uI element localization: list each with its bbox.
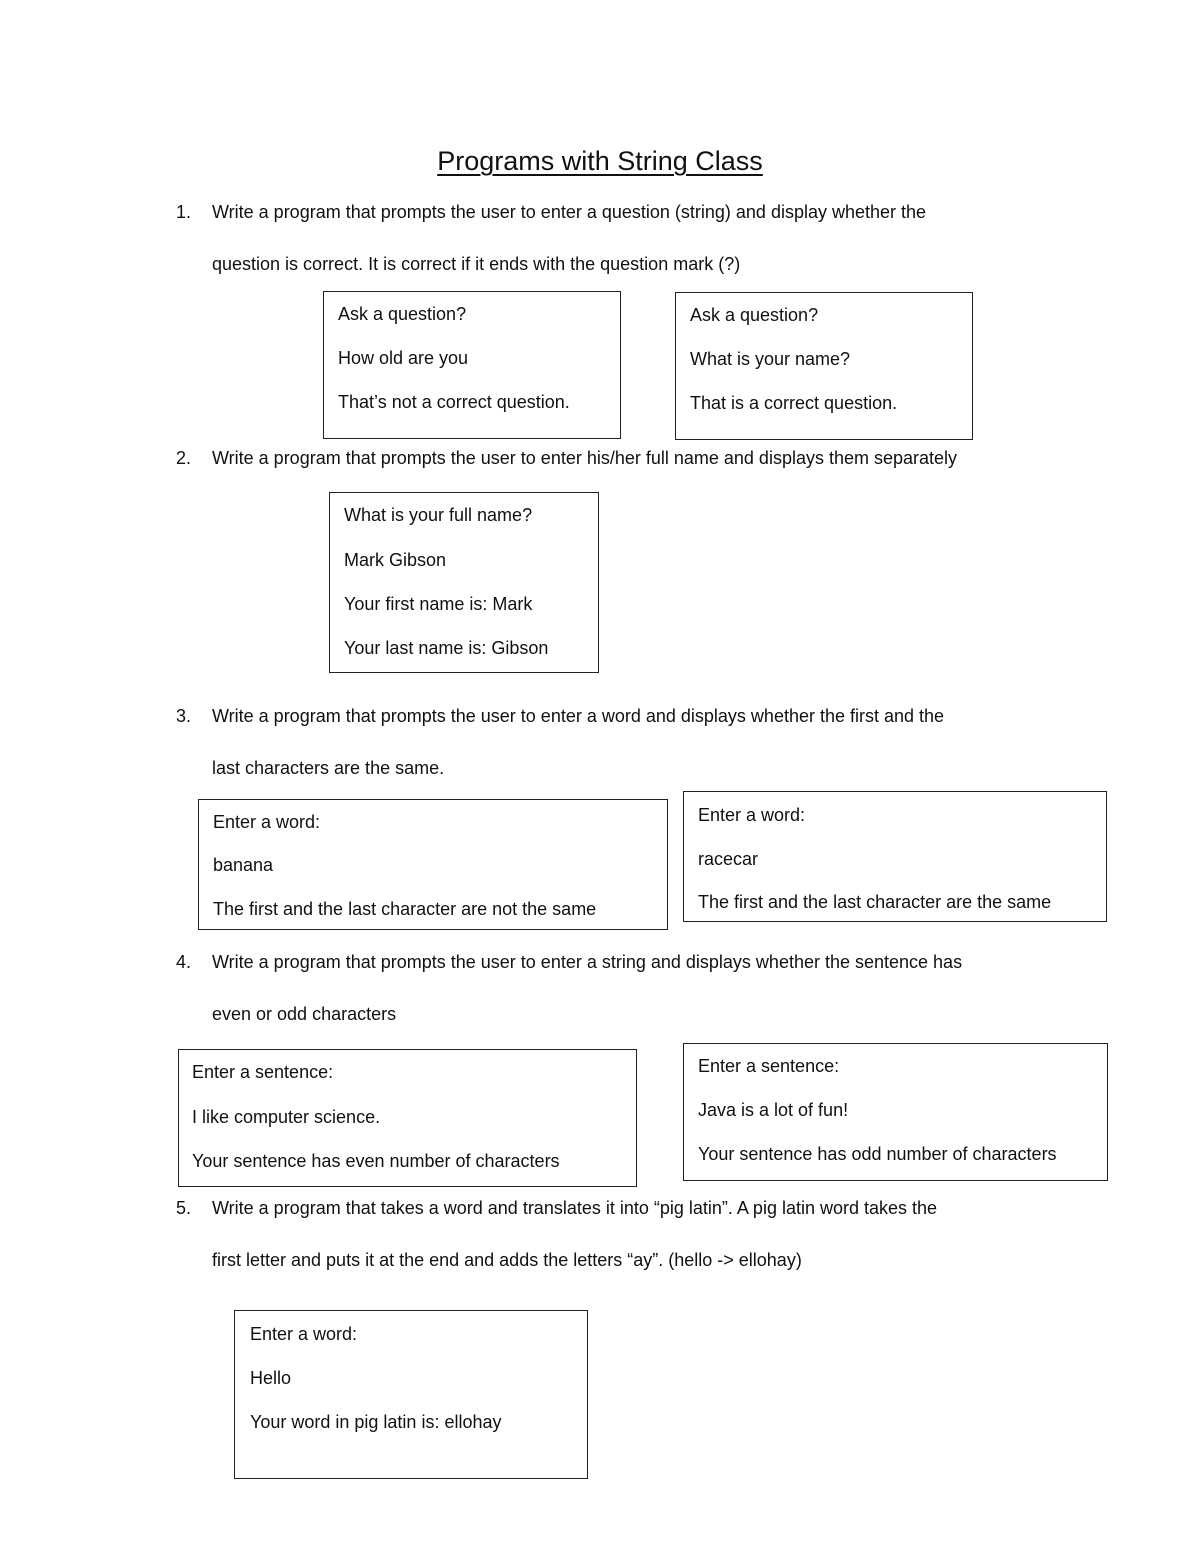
example-output-box [675, 292, 973, 440]
example-output-box [234, 1310, 588, 1479]
output-line: Your sentence has odd number of characters [698, 1144, 1057, 1164]
output-line: Your first name is: Mark [344, 594, 533, 614]
output-line: The first and the last character are the same [698, 892, 1052, 912]
example-output-box [683, 1043, 1108, 1181]
page-title: Programs with String Class [437, 146, 763, 176]
question-text: Write a program that prompts the user to enter his/her full name and displays them separately [212, 448, 958, 468]
example-output-box [329, 492, 599, 673]
output-line: Java is a lot of fun! [698, 1100, 849, 1120]
question-number: 1. [176, 202, 192, 222]
output-line: Hello [250, 1368, 292, 1388]
output-line: How old are you [338, 348, 469, 368]
example-output-box [683, 791, 1107, 922]
question-text: even or odd characters [212, 1004, 397, 1024]
output-line: Ask a question? [690, 305, 819, 325]
question-text: Write a program that prompts the user to enter a string and displays whether the sentence has [212, 952, 963, 972]
question-text: question is correct. It is correct if it ends with the question mark (?) [212, 254, 741, 274]
output-line: What is your full name? [344, 505, 533, 525]
question-text: Write a program that takes a word and translates it into “pig latin”. A pig latin word takes the [212, 1198, 938, 1218]
output-line: That’s not a correct question. [338, 392, 570, 412]
output-line: The first and the last character are not the same [213, 899, 597, 919]
output-line: racecar [698, 849, 759, 869]
question-text: last characters are the same. [212, 758, 445, 778]
output-line: Ask a question? [338, 304, 467, 324]
question-number: 2. [176, 448, 192, 468]
question-text: Write a program that prompts the user to enter a question (string) and display whether the [212, 202, 927, 222]
output-line: Your last name is: Gibson [344, 638, 549, 658]
example-output-box [178, 1049, 637, 1187]
output-line: What is your name? [690, 349, 851, 369]
example-output-box [323, 291, 621, 439]
output-line: That is a correct question. [690, 393, 898, 413]
question-number: 5. [176, 1198, 192, 1218]
question-text: first letter and puts it at the end and adds the letters “ay”. (hello -> ellohay) [212, 1250, 802, 1270]
output-line: banana [213, 855, 274, 875]
output-line: Mark Gibson [344, 550, 447, 570]
output-line: Enter a word: [213, 812, 321, 832]
output-line: Your sentence has even number of characters [192, 1151, 560, 1171]
question-number: 4. [176, 952, 192, 972]
output-line: Enter a sentence: [192, 1062, 334, 1082]
output-line: I like computer science. [192, 1107, 381, 1127]
output-line: Your word in pig latin is: ellohay [250, 1412, 502, 1432]
question-text: Write a program that prompts the user to enter a word and displays whether the first and the [212, 706, 945, 726]
example-output-box [198, 799, 668, 930]
output-line: Enter a sentence: [698, 1056, 840, 1076]
question-number: 3. [176, 706, 192, 726]
output-line: Enter a word: [698, 805, 806, 825]
output-line: Enter a word: [250, 1324, 358, 1344]
